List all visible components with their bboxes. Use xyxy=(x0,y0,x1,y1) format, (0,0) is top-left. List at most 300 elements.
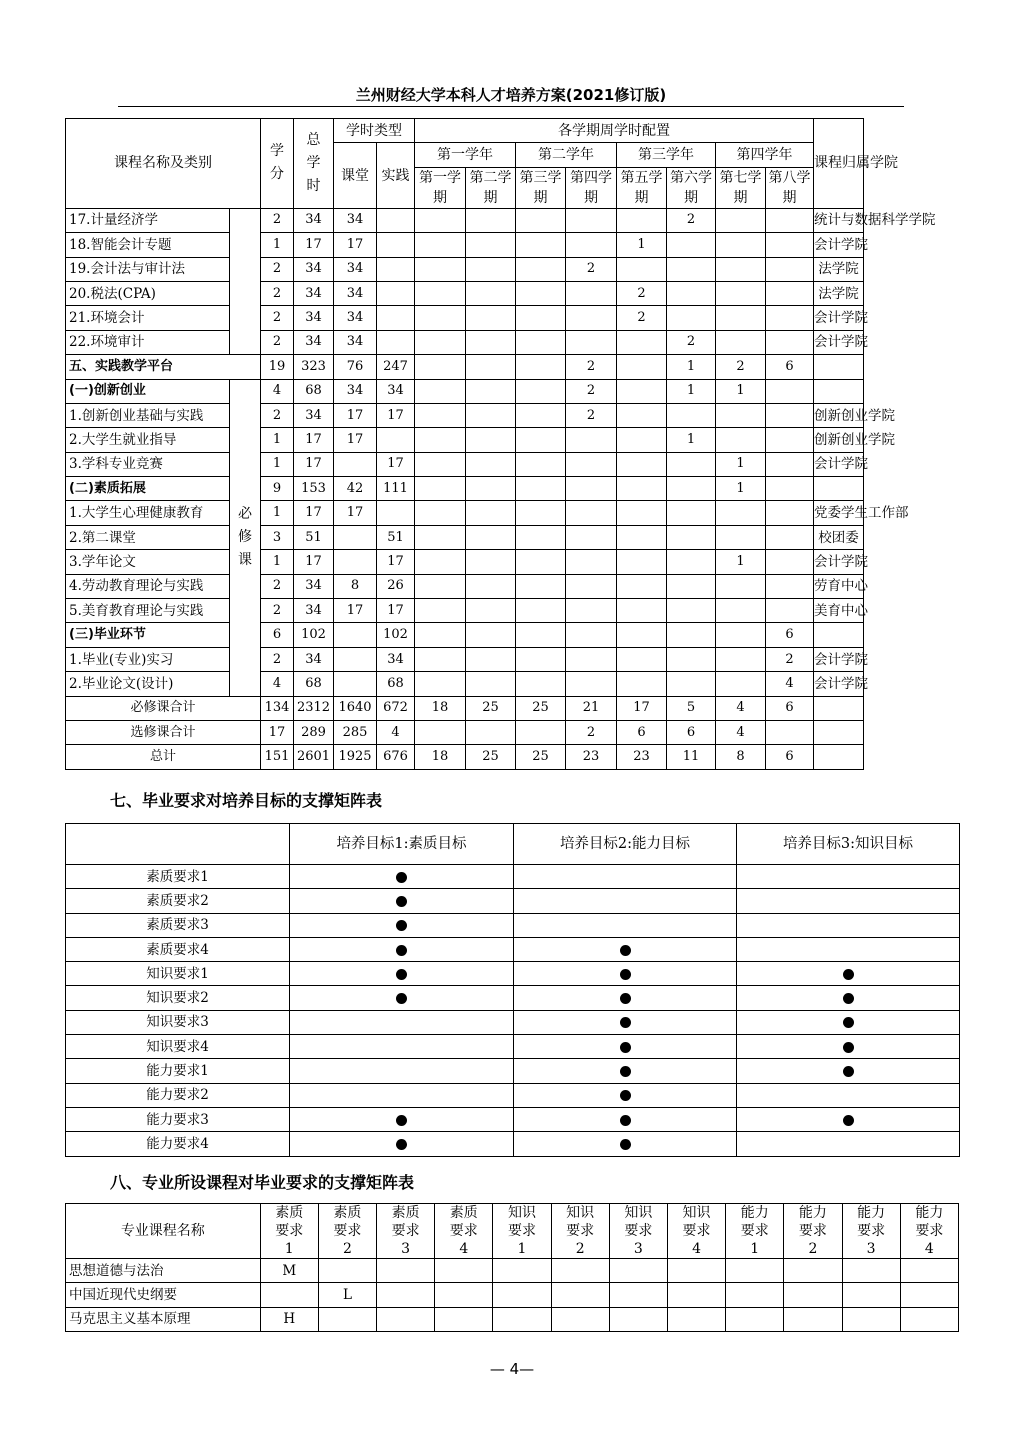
semester-hours-cell xyxy=(716,403,766,427)
requirement-row xyxy=(66,889,960,913)
support-level-cell xyxy=(493,1307,551,1331)
semester-hours-cell xyxy=(516,720,566,744)
course-name: 22.环境审计 xyxy=(66,330,230,354)
semester-hours-cell xyxy=(566,599,617,623)
category-blank xyxy=(230,208,261,354)
semester-hours-cell: 18 xyxy=(415,745,466,769)
semester-hours-cell: 5 xyxy=(667,696,716,720)
practice-hours-cell xyxy=(377,428,415,452)
support-cell xyxy=(290,986,514,1010)
requirement-label: 能力要求1 xyxy=(66,1059,290,1083)
requirement-row xyxy=(66,1035,960,1059)
support-level-cell xyxy=(551,1307,609,1331)
support-dot-icon xyxy=(843,969,854,980)
college-cell xyxy=(814,355,864,379)
requirement-label: 知识要求3 xyxy=(66,1010,290,1034)
support-level-cell xyxy=(900,1283,958,1307)
credits-cell: 1 xyxy=(261,233,294,257)
total-hours-cell: 34 xyxy=(294,647,334,671)
support-level-cell xyxy=(377,1259,435,1283)
total-hours-cell: 34 xyxy=(294,403,334,427)
semester-hours-cell: 23 xyxy=(617,745,667,769)
semester-hours-cell xyxy=(415,720,466,744)
course-row xyxy=(66,330,987,354)
support-level-cell xyxy=(784,1283,842,1307)
header-college: 课程归属学院 xyxy=(814,119,864,209)
support-level-cell xyxy=(784,1307,842,1331)
practice-hours-cell: 51 xyxy=(377,525,415,549)
requirement-label: 能力要求4 xyxy=(66,1132,290,1156)
graduation-goal-matrix xyxy=(65,823,960,1157)
course-name: 1.毕业(专业)实习 xyxy=(66,647,230,671)
total-hours-cell: 323 xyxy=(294,355,334,379)
course-row xyxy=(66,452,987,476)
semester-hours-cell: 2 xyxy=(566,379,617,403)
support-level-cell xyxy=(318,1307,376,1331)
college-cell xyxy=(814,379,864,403)
course-support-row xyxy=(66,1283,959,1307)
classroom-hours-cell xyxy=(334,623,377,647)
semester-hours-cell xyxy=(766,720,814,744)
semester-hours-cell xyxy=(617,379,667,403)
support-dot-icon xyxy=(620,969,631,980)
support-cell xyxy=(737,1059,960,1083)
practice-hours-cell xyxy=(377,306,415,330)
section7-title: 七、毕业要求对培养目标的支撑矩阵表 xyxy=(110,791,383,810)
header-semester: 第五学期 xyxy=(617,167,667,208)
header-total-hours: 总学时 xyxy=(294,119,334,209)
requirement-row xyxy=(66,913,960,937)
header-year: 第一学年 xyxy=(415,143,516,167)
semester-hours-cell xyxy=(516,208,566,232)
semester-hours-cell: 25 xyxy=(516,745,566,769)
requirement-header: 知识要求2 xyxy=(551,1204,609,1259)
support-level-cell xyxy=(551,1283,609,1307)
semester-hours-cell: 6 xyxy=(766,696,814,720)
total-hours-cell: 289 xyxy=(294,720,334,744)
requirement-label: 知识要求1 xyxy=(66,962,290,986)
credits-cell: 2 xyxy=(261,574,294,598)
support-cell xyxy=(514,1083,737,1107)
total-hours-cell: 34 xyxy=(294,281,334,305)
college-cell: 党委学生工作部 xyxy=(814,501,864,525)
practice-hours-cell: 17 xyxy=(377,452,415,476)
semester-hours-cell xyxy=(466,623,516,647)
semester-hours-cell: 2 xyxy=(667,208,716,232)
course-name: 21.环境会计 xyxy=(66,306,230,330)
semester-hours-cell: 6 xyxy=(766,745,814,769)
requirement-row xyxy=(66,1107,960,1131)
semester-hours-cell: 4 xyxy=(716,696,766,720)
total-hours-cell: 153 xyxy=(294,477,334,501)
semester-hours-cell xyxy=(516,306,566,330)
totals-row xyxy=(66,745,987,769)
classroom-hours-cell: 285 xyxy=(334,720,377,744)
semester-hours-cell xyxy=(766,379,814,403)
support-level-cell xyxy=(667,1307,725,1331)
semester-hours-cell xyxy=(667,550,716,574)
goal-header-blank xyxy=(66,824,290,865)
semester-hours-cell xyxy=(617,403,667,427)
total-hours-cell: 17 xyxy=(294,452,334,476)
course-name: 19.会计法与审计法 xyxy=(66,257,230,281)
support-dot-icon xyxy=(620,1115,631,1126)
total-hours-cell: 34 xyxy=(294,330,334,354)
semester-hours-cell xyxy=(667,574,716,598)
semester-hours-cell: 2 xyxy=(566,257,617,281)
support-level-cell xyxy=(726,1283,784,1307)
college-cell: 法学院 xyxy=(814,281,864,305)
semester-hours-cell xyxy=(766,208,814,232)
credits-cell: 1 xyxy=(261,550,294,574)
support-dot-icon xyxy=(396,945,407,956)
practice-hours-cell: 17 xyxy=(377,599,415,623)
credits-cell: 19 xyxy=(261,355,294,379)
support-level-cell xyxy=(609,1307,667,1331)
semester-hours-cell xyxy=(667,599,716,623)
semester-hours-cell xyxy=(716,623,766,647)
semester-hours-cell xyxy=(566,452,617,476)
credits-cell: 2 xyxy=(261,330,294,354)
support-level-cell xyxy=(609,1283,667,1307)
support-cell xyxy=(737,1010,960,1034)
semester-hours-cell: 21 xyxy=(566,696,617,720)
semester-hours-cell xyxy=(415,281,466,305)
header-year: 第二学年 xyxy=(516,143,617,167)
semester-hours-cell: 6 xyxy=(766,355,814,379)
semester-hours-cell xyxy=(766,403,814,427)
support-dot-icon xyxy=(396,969,407,980)
semester-hours-cell: 1 xyxy=(617,233,667,257)
header-classroom: 课堂 xyxy=(334,143,377,208)
college-cell: 创新创业学院 xyxy=(814,403,864,427)
requirement-row xyxy=(66,1083,960,1107)
support-level-cell xyxy=(667,1259,725,1283)
goal-header: 培养目标2:能力目标 xyxy=(514,824,737,865)
credits-cell: 2 xyxy=(261,647,294,671)
totals-row xyxy=(66,696,987,720)
support-cell xyxy=(737,889,960,913)
support-cell xyxy=(737,1083,960,1107)
practice-hours-cell: 672 xyxy=(377,696,415,720)
semester-hours-cell: 4 xyxy=(766,672,814,696)
classroom-hours-cell xyxy=(334,452,377,476)
support-dot-icon xyxy=(396,993,407,1004)
support-level-cell xyxy=(609,1259,667,1283)
semester-hours-cell xyxy=(415,647,466,671)
total-label: 选修课合计 xyxy=(66,720,261,744)
support-dot-icon xyxy=(620,1017,631,1028)
support-cell xyxy=(514,986,737,1010)
semester-hours-cell xyxy=(466,574,516,598)
semester-hours-cell xyxy=(466,672,516,696)
credits-cell: 1 xyxy=(261,452,294,476)
semester-hours-cell: 6 xyxy=(617,720,667,744)
support-cell xyxy=(290,1107,514,1131)
support-level-cell xyxy=(377,1307,435,1331)
requirement-label: 知识要求2 xyxy=(66,986,290,1010)
semester-hours-cell xyxy=(415,452,466,476)
semester-hours-cell xyxy=(766,330,814,354)
support-cell xyxy=(514,1132,737,1156)
support-level-cell xyxy=(842,1259,900,1283)
requirement-label: 素质要求1 xyxy=(66,865,290,889)
semester-hours-cell xyxy=(466,428,516,452)
support-level-cell xyxy=(435,1259,493,1283)
semester-hours-cell xyxy=(466,379,516,403)
support-cell xyxy=(737,962,960,986)
requirement-header: 知识要求3 xyxy=(609,1204,667,1259)
semester-hours-cell: 1 xyxy=(667,379,716,403)
semester-hours-cell xyxy=(566,574,617,598)
page-header-title: 兰州财经大学本科人才培养方案(2021修订版) xyxy=(355,86,667,104)
semester-hours-cell xyxy=(667,403,716,427)
support-cell xyxy=(290,1132,514,1156)
course-row xyxy=(66,281,987,305)
college-cell: 会计学院 xyxy=(814,330,864,354)
classroom-hours-cell: 17 xyxy=(334,501,377,525)
classroom-hours-cell xyxy=(334,550,377,574)
practice-hours-cell xyxy=(377,208,415,232)
semester-hours-cell: 1 xyxy=(716,550,766,574)
classroom-hours-cell: 17 xyxy=(334,599,377,623)
semester-hours-cell xyxy=(667,623,716,647)
semester-hours-cell: 11 xyxy=(667,745,716,769)
header-semester: 第六学期 xyxy=(667,167,716,208)
semester-hours-cell xyxy=(466,208,516,232)
support-dot-icon xyxy=(396,1139,407,1150)
semester-hours-cell xyxy=(566,306,617,330)
semester-hours-cell: 4 xyxy=(716,720,766,744)
header-course-name: 课程名称及类别 xyxy=(66,119,261,209)
course-name: 五、实践教学平台 xyxy=(66,355,261,379)
course-row xyxy=(66,233,987,257)
credits-cell: 2 xyxy=(261,257,294,281)
support-dot-icon xyxy=(396,896,407,907)
course-name: 马克思主义基本原理 xyxy=(66,1307,261,1331)
semester-hours-cell: 1 xyxy=(667,355,716,379)
semester-hours-cell xyxy=(466,599,516,623)
semester-hours-cell xyxy=(617,672,667,696)
support-cell xyxy=(290,937,514,961)
semester-hours-cell: 2 xyxy=(766,647,814,671)
semester-hours-cell xyxy=(617,647,667,671)
semester-hours-cell xyxy=(716,647,766,671)
semester-hours-cell: 1 xyxy=(667,428,716,452)
course-row xyxy=(66,355,987,379)
support-dot-icon xyxy=(396,1115,407,1126)
support-cell xyxy=(290,913,514,937)
practice-hours-cell: 68 xyxy=(377,672,415,696)
semester-hours-cell xyxy=(516,355,566,379)
support-cell xyxy=(737,913,960,937)
course-name: 3.学年论文 xyxy=(66,550,230,574)
goal-header: 培养目标3:知识目标 xyxy=(737,824,960,865)
required-course-label: 必修课 xyxy=(230,379,261,696)
semester-hours-cell xyxy=(415,379,466,403)
practice-hours-cell xyxy=(377,281,415,305)
support-dot-icon xyxy=(843,1066,854,1077)
practice-hours-cell: 247 xyxy=(377,355,415,379)
requirement-header: 知识要求1 xyxy=(493,1204,551,1259)
semester-hours-cell xyxy=(766,574,814,598)
college-cell: 会计学院 xyxy=(814,452,864,476)
credits-cell: 1 xyxy=(261,501,294,525)
practice-hours-cell xyxy=(377,501,415,525)
semester-hours-cell xyxy=(617,599,667,623)
semester-hours-cell xyxy=(667,233,716,257)
course-name: 17.计量经济学 xyxy=(66,208,230,232)
course-name: 2.大学生就业指导 xyxy=(66,428,230,452)
header-semester: 第七学期 xyxy=(716,167,766,208)
credits-cell: 4 xyxy=(261,672,294,696)
semester-hours-cell xyxy=(617,330,667,354)
total-hours-cell: 102 xyxy=(294,623,334,647)
practice-hours-cell: 17 xyxy=(377,403,415,427)
semester-hours-cell: 6 xyxy=(766,623,814,647)
semester-hours-cell xyxy=(415,257,466,281)
requirement-header-row xyxy=(66,1204,959,1259)
course-row xyxy=(66,623,987,647)
semester-hours-cell xyxy=(516,233,566,257)
requirement-row xyxy=(66,986,960,1010)
semester-hours-cell xyxy=(516,379,566,403)
semester-hours-cell xyxy=(415,599,466,623)
semester-hours-cell xyxy=(716,428,766,452)
total-hours-cell: 68 xyxy=(294,672,334,696)
semester-hours-cell xyxy=(766,525,814,549)
semester-hours-cell: 2 xyxy=(667,330,716,354)
classroom-hours-cell: 34 xyxy=(334,281,377,305)
semester-hours-cell: 1 xyxy=(716,477,766,501)
credits-cell: 2 xyxy=(261,599,294,623)
support-level-cell xyxy=(726,1307,784,1331)
semester-hours-cell xyxy=(415,403,466,427)
support-cell xyxy=(290,1059,514,1083)
college-cell: 会计学院 xyxy=(814,672,864,696)
semester-hours-cell xyxy=(566,647,617,671)
support-cell xyxy=(514,1035,737,1059)
college-cell xyxy=(814,623,864,647)
total-hours-cell: 17 xyxy=(294,550,334,574)
requirement-label: 知识要求4 xyxy=(66,1035,290,1059)
practice-hours-cell xyxy=(377,330,415,354)
requirement-header: 素质要求1 xyxy=(260,1204,318,1259)
total-hours-cell: 2601 xyxy=(294,745,334,769)
semester-hours-cell xyxy=(716,501,766,525)
support-level-cell xyxy=(900,1307,958,1331)
support-level-cell xyxy=(493,1259,551,1283)
course-name: 4.劳动教育理论与实践 xyxy=(66,574,230,598)
header-credits: 学分 xyxy=(261,119,294,209)
course-row xyxy=(66,599,987,623)
header-semester: 第二学期 xyxy=(466,167,516,208)
college-cell: 统计与数据科学学院 xyxy=(814,208,864,232)
support-dot-icon xyxy=(620,1139,631,1150)
semester-hours-cell xyxy=(617,525,667,549)
semester-hours-cell: 2 xyxy=(566,355,617,379)
semester-hours-cell xyxy=(516,452,566,476)
course-row xyxy=(66,403,987,427)
semester-hours-cell xyxy=(516,403,566,427)
semester-hours-cell xyxy=(466,233,516,257)
course-name-header: 专业课程名称 xyxy=(66,1204,261,1259)
support-level-cell xyxy=(784,1259,842,1283)
support-level-cell xyxy=(377,1283,435,1307)
course-name: 中国近现代史纲要 xyxy=(66,1283,261,1307)
semester-hours-cell xyxy=(516,647,566,671)
requirement-label: 能力要求3 xyxy=(66,1107,290,1131)
semester-hours-cell xyxy=(766,257,814,281)
support-cell xyxy=(737,865,960,889)
college-cell xyxy=(814,720,864,744)
support-cell xyxy=(514,962,737,986)
support-level-cell xyxy=(435,1283,493,1307)
semester-hours-cell xyxy=(415,477,466,501)
semester-hours-cell: 25 xyxy=(516,696,566,720)
classroom-hours-cell: 34 xyxy=(334,208,377,232)
semester-hours-cell: 23 xyxy=(566,745,617,769)
semester-hours-cell xyxy=(466,281,516,305)
support-level-cell xyxy=(667,1283,725,1307)
support-dot-icon xyxy=(620,1042,631,1053)
support-cell xyxy=(514,1059,737,1083)
support-cell xyxy=(737,1035,960,1059)
semester-hours-cell xyxy=(667,501,716,525)
semester-hours-cell xyxy=(466,257,516,281)
course-name: 1.大学生心理健康教育 xyxy=(66,501,230,525)
college-cell: 会计学院 xyxy=(814,233,864,257)
course-name: 2.第二课堂 xyxy=(66,525,230,549)
semester-hours-cell xyxy=(766,281,814,305)
support-cell xyxy=(737,937,960,961)
semester-hours-cell xyxy=(617,208,667,232)
support-level-cell xyxy=(551,1259,609,1283)
requirement-label: 能力要求2 xyxy=(66,1083,290,1107)
course-name: (一)创新创业 xyxy=(66,379,230,403)
semester-hours-cell xyxy=(566,672,617,696)
total-hours-cell: 34 xyxy=(294,257,334,281)
support-dot-icon xyxy=(396,872,407,883)
requirement-label: 素质要求3 xyxy=(66,913,290,937)
requirement-header: 素质要求2 xyxy=(318,1204,376,1259)
semester-hours-cell xyxy=(415,525,466,549)
support-level-cell xyxy=(842,1307,900,1331)
semester-hours-cell xyxy=(516,574,566,598)
semester-hours-cell xyxy=(667,257,716,281)
classroom-hours-cell: 34 xyxy=(334,379,377,403)
practice-hours-cell: 102 xyxy=(377,623,415,647)
support-level-cell xyxy=(435,1307,493,1331)
total-hours-cell: 34 xyxy=(294,306,334,330)
course-name: 18.智能会计专题 xyxy=(66,233,230,257)
support-dot-icon xyxy=(843,993,854,1004)
classroom-hours-cell: 1925 xyxy=(334,745,377,769)
credits-cell: 2 xyxy=(261,306,294,330)
total-hours-cell: 17 xyxy=(294,233,334,257)
page-number: — 4— xyxy=(489,1360,535,1378)
goal-header: 培养目标1:素质目标 xyxy=(290,824,514,865)
support-cell xyxy=(514,913,737,937)
semester-hours-cell xyxy=(716,281,766,305)
support-level-cell: H xyxy=(260,1307,318,1331)
course-name: 1.创新创业基础与实践 xyxy=(66,403,230,427)
credits-cell: 17 xyxy=(261,720,294,744)
semester-hours-cell xyxy=(667,306,716,330)
credits-cell: 3 xyxy=(261,525,294,549)
semester-hours-cell xyxy=(667,672,716,696)
credits-cell: 2 xyxy=(261,208,294,232)
